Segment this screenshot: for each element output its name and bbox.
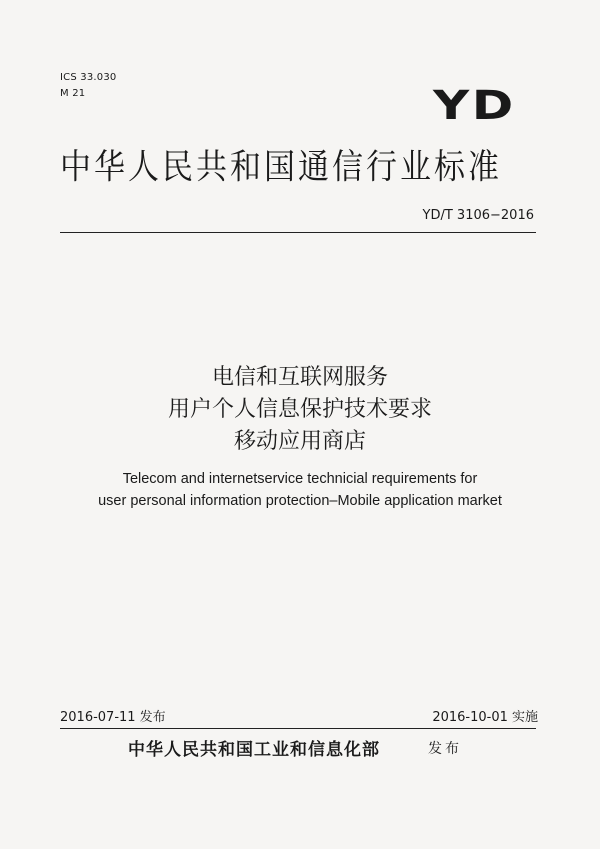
classification-codes bbox=[60, 70, 116, 102]
ccs-code: M 21 bbox=[60, 88, 86, 99]
issuing-authority: 中华人民共和国工业和信息化部 bbox=[128, 740, 380, 760]
english-title-line-2: user personal information protection–Mobile application market bbox=[98, 493, 502, 509]
english-title-line-1: Telecom and internetservice technicial requirements for bbox=[122, 471, 478, 487]
publish-date: 2016-07-11 发布 bbox=[60, 710, 166, 725]
standard-number: YD/T 3106−2016 bbox=[422, 208, 534, 223]
top-divider bbox=[60, 232, 536, 233]
bottom-divider bbox=[60, 728, 536, 729]
chinese-title-line-3: 移动应用商店 bbox=[233, 429, 366, 454]
standard-category-title: 中华人民共和国通信行业标准 bbox=[60, 146, 502, 188]
chinese-title-line-1: 电信和互联网服务 bbox=[211, 365, 388, 390]
yd-logo: YD bbox=[433, 83, 516, 129]
issue-label: 发布 bbox=[428, 741, 462, 757]
chinese-title-line-2: 用户个人信息保护技术要求 bbox=[167, 397, 432, 422]
ics-code: ICS 33.030 bbox=[60, 72, 117, 83]
implementation-date: 2016-10-01 实施 bbox=[432, 710, 538, 725]
